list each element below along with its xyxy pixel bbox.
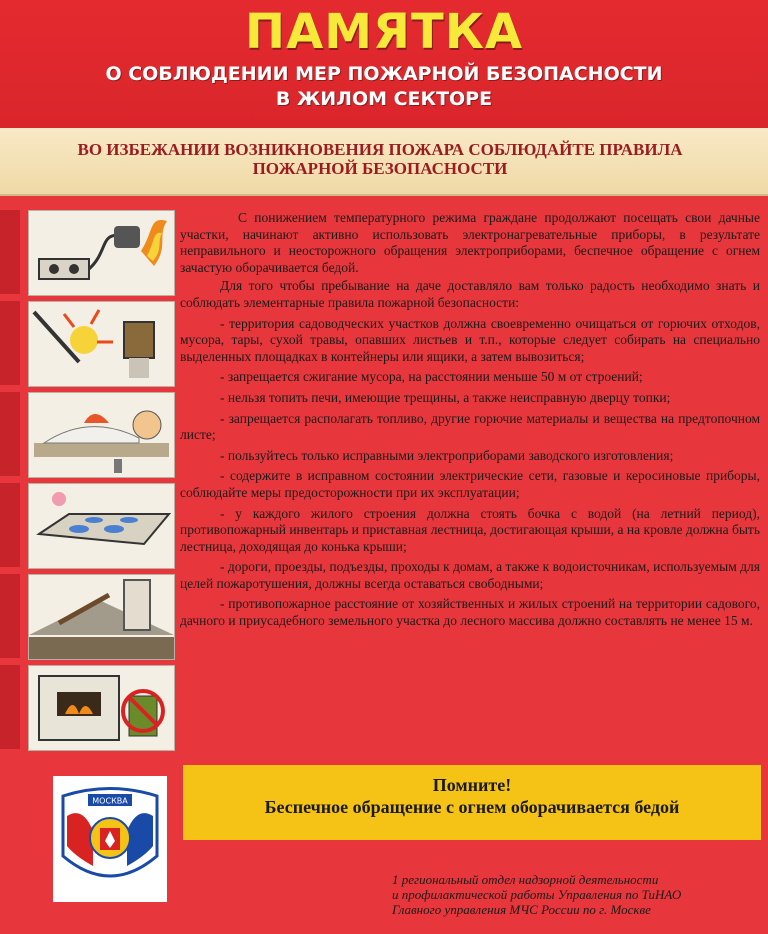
footer-line-3: Главного управления МЧС России по г. Москве xyxy=(392,902,651,917)
rule-item: - территория садоводческих участков должна своевременно очищаться от горючих отходов, мусора, тары, сухой травы, опавших листьев и т.п., которые следует собирать на специально выделенных площадках в контейнеры или ящики, а затем вывозиться; xyxy=(180,315,760,364)
intro-paragraph-2: Для того чтобы пребывание на даче доставляло вам только радость необходимо знать и соблюдать элементарные правила пожарной безопасности: xyxy=(180,278,760,310)
intro-paragraph-1: С понижением температурного режима граждане продолжают посещать свои дачные участки, начинают активно использовать электронагревательные приборы, в результате неправильного и неосторожного обращения электроприборами, беспечное обращение с огнем зачастую оборачивается бедой. xyxy=(180,210,760,275)
chimney-roof-icon xyxy=(28,574,175,660)
footer-credits xyxy=(392,872,762,917)
subtitle-line-1: О СОБЛЮДЕНИИ МЕР ПОЖАРНОЙ БЕЗОПАСНОСТИ xyxy=(105,63,663,85)
emblem-label: МОСКВА xyxy=(92,796,128,806)
gas-stove-icon xyxy=(28,483,175,569)
mchs-moscow-emblem-icon xyxy=(53,776,167,902)
rule-item: - дороги, проезды, подъезды, проходы к домам, а также к водоисточникам, используемым для целей пожаротушения, должны всегда оставаться свободными; xyxy=(180,559,760,591)
remember-box xyxy=(183,765,761,840)
banner-line-2: ПОЖАРНОЙ БЕЗОПАСНОСТИ xyxy=(252,159,508,178)
page-title: ПАМЯТКА xyxy=(244,4,524,60)
footer-line-1: 1 региональный отдел надзорной деятельности xyxy=(392,872,659,887)
rule-item: - содержите в исправном состоянии электрические сети, газовые и керосиновые приборы, соблюдайте меры предосторожности при их эксплуатации; xyxy=(180,468,760,500)
rule-item: - пользуйтесь только исправными электроприборами заводского изготовления; xyxy=(220,447,674,463)
stove-with-flammable-can-icon xyxy=(28,665,175,751)
header xyxy=(0,0,768,128)
illustration-strip xyxy=(0,208,174,754)
footer-line-2: и профилактической работы Управления по ТиНАО xyxy=(392,887,682,902)
remember-heading: Помните! xyxy=(432,775,512,795)
memo-body xyxy=(180,210,760,634)
rule-item: - у каждого жилого строения должна стоять бочка с водой (на летний период), противопожарный инвентарь и приставная лестница, достигающая крыши, а на кровле должна быть лестница, доходящая до конька крыши; xyxy=(180,505,760,554)
rule-item: - запрещается располагать топливо, другие горючие материалы и вещества на предтопочном листе; xyxy=(180,410,760,443)
rule-item: - нельзя топить печи, имеющие трещины, а также неисправную дверцу топки; xyxy=(220,389,671,405)
smoking-in-bed-icon xyxy=(28,392,175,478)
electrical-sockets-fire-icon xyxy=(28,210,175,296)
warning-banner-text xyxy=(30,140,730,178)
rule-item: - запрещается сжигание мусора, на расстоянии меньше 50 м от строений; xyxy=(220,369,643,385)
page-subtitle xyxy=(0,62,768,112)
subtitle-line-2: В ЖИЛОМ СЕКТОРЕ xyxy=(275,88,493,110)
section-marker xyxy=(0,392,20,476)
section-marker xyxy=(0,665,20,749)
banner-line-1: ВО ИЗБЕЖАНИИ ВОЗНИКНОВЕНИЯ ПОЖАРА СОБЛЮДАЙТЕ ПРАВИЛА xyxy=(77,140,683,159)
rule-item: - противопожарное расстояние от хозяйственных и жилых строений на территории садового, дачного и приусадебного земельного участка до лесного массива должно составлять не менее 15 м. xyxy=(180,596,760,629)
remember-text: Беспечное обращение с огнем оборачивается бедой xyxy=(264,797,680,817)
section-marker xyxy=(0,574,20,658)
section-marker xyxy=(0,210,20,294)
section-marker xyxy=(0,301,20,385)
section-marker xyxy=(0,483,20,567)
welding-sparks-icon xyxy=(28,301,175,387)
